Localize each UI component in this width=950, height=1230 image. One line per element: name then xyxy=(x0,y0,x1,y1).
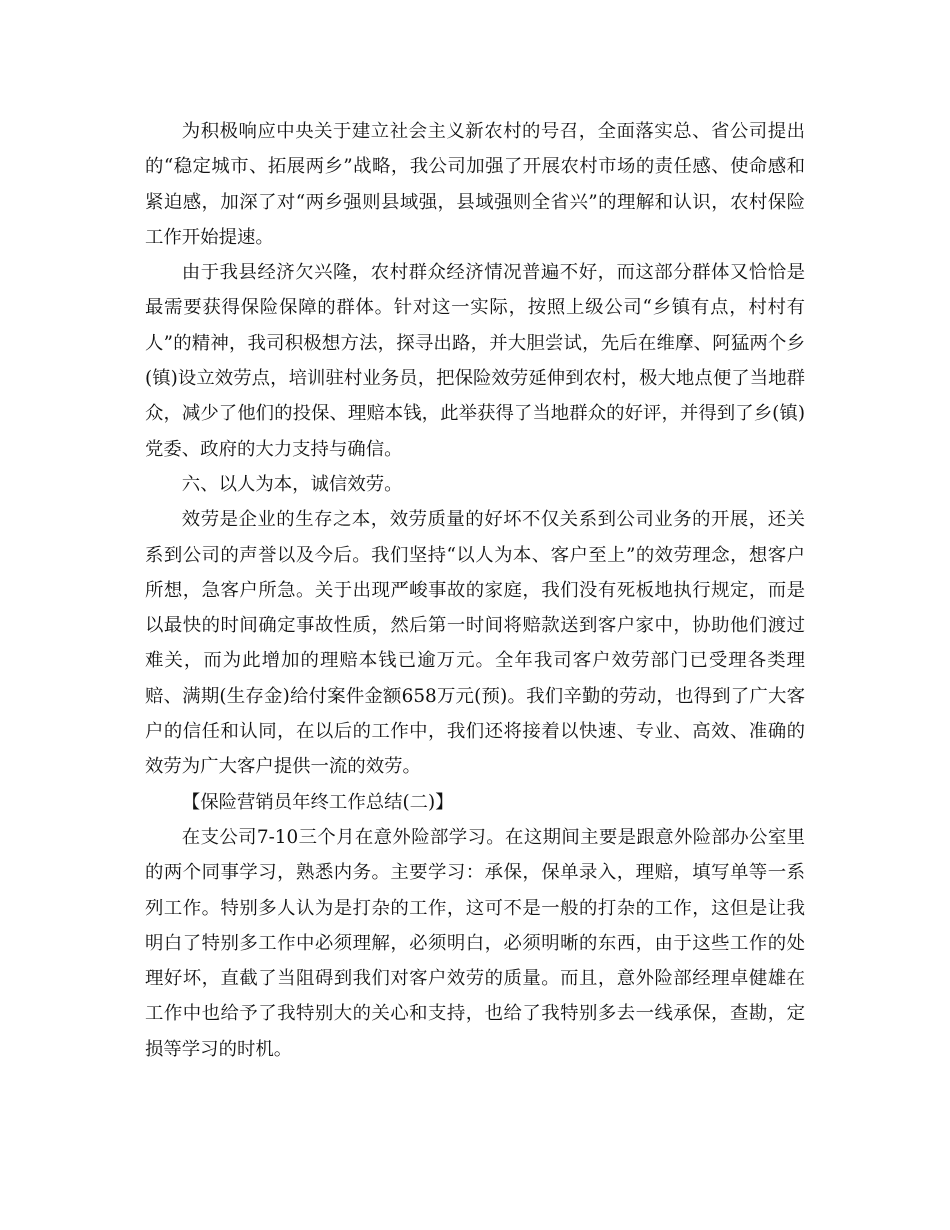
paragraph-accident-dept-study: 在支公司7-10三个月在意外险部学习。在这期间主要是跟意外险部办公室里的两个同事学习，熟悉内务。主要学习：承保，保单录入，理赔，填写单等一系列工作。特别多人认为是打杂的工作，这可不是一般的打杂的工作，这但是让我明白了特别多工作中必须理解，必须明白，必须明晰的东西，由于这些工作的处理好坏，直截了当阻碍到我们对客户效劳的质量。而且，意外险部经理卓健雄在工作中也给予了我特别大的关心和支持，也给了我特别多去一线承保，查勘，定损等学习的时机。 xyxy=(145,826,805,1060)
paragraph-customer-service: 效劳是企业的生存之本，效劳质量的好坏不仅关系到公司业务的开展，还关系到公司的声誉以及今后。我们坚持“以人为本、客户至上”的效劳理念，想客户所想，急客户所急。关于出现严峻事故的家庭，我们没有死板地执行规定，而是以最快的时间确定事故性质，然后第一时间将赔款送到客户家中，协助他们渡过难关，而为此增加的理赔本钱已逾万元。全年我司客户效劳部门已受理各类理赔、满期(生存金)给付案件金额658万元(预)。我们辛勤的劳动，也得到了广大客户的信任和认同，在以后的工作中，我们还将接着以快速、专业、高效、准确的效劳为广大客户提供一流的效劳。 xyxy=(145,509,805,778)
section-heading-people-oriented: 六、以人为本，诚信效劳。 xyxy=(181,473,403,495)
paragraph-service-points: 由于我县经济欠兴隆，农村群众经济情况普遍不好，而这部分群体又恰恰是最需要获得保险保障的群体。针对这一实际，按照上级公司“乡镇有点，村村有人”的精神，我司积极想方法，探寻出路，并大胆尝试，先后在维摩、阿猛两个乡(镇)设立效劳点，培训驻村业务员，把保险效劳延伸到农村，极大地点便了当地群众，减少了他们的投保、理赔本钱，此举获得了当地群众的好评，并得到了乡(镇)党委、政府的大力支持与确信。 xyxy=(145,262,805,460)
document-title-summary-two: 【保险营销员年终工作总结(二)】 xyxy=(181,791,454,813)
paragraph-rural-market: 为积极响应中央关于建立社会主义新农村的号召，全面落实总、省公司提出的“稳定城市、拓展两乡”战略，我公司加强了开展农村市场的责任感、使命感和紧迫感，加深了对“两乡强则县域强，县域强则全省兴”的理解和认识，农村保险工作开始提速。 xyxy=(145,121,805,248)
document-body xyxy=(145,114,805,1067)
